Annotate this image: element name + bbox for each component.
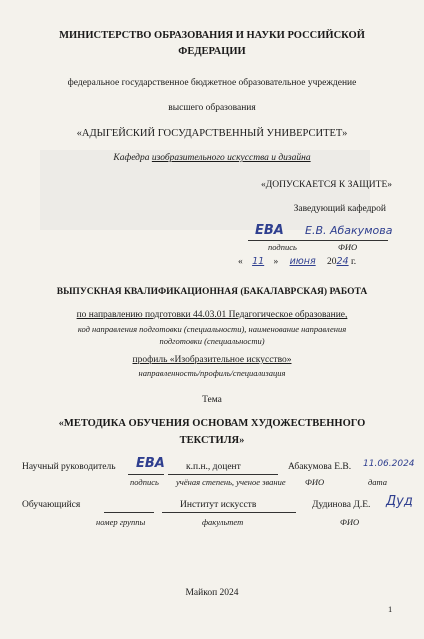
theme-line2: ТЕКСТИЛЯ» xyxy=(179,435,245,446)
department-prefix: Кафедра xyxy=(113,153,150,163)
supervisor-date: 11.06.2024 xyxy=(363,459,415,469)
student-group-caption: номер группы xyxy=(96,517,146,527)
ministry-line1: МИНИСТЕРСТВО ОБРАЗОВАНИЯ И НАУКИ РОССИЙСКОЙ xyxy=(59,30,365,41)
head-signature-caption: подпись xyxy=(268,242,297,252)
university-name: «АДЫГЕЙСКИЙ ГОСУДАРСТВЕННЫЙ УНИВЕРСИТЕТ» xyxy=(76,128,348,139)
theme-line1: «МЕТОДИКА ОБУЧЕНИЯ ОСНОВАМ ХУДОЖЕСТВЕННОГО xyxy=(58,418,366,429)
date-suffix: г. xyxy=(350,257,357,267)
supervisor-signature-caption: подпись xyxy=(130,477,159,487)
institution-type-1: федеральное государственное бюджетное образовательное учреждение xyxy=(67,78,357,88)
admitted-label: «ДОПУСКАЕТСЯ К ЗАЩИТЕ» xyxy=(261,180,392,190)
department-line xyxy=(0,153,424,163)
supervisor-signature: ЕВА xyxy=(136,456,165,471)
date-month: июня xyxy=(289,256,316,267)
supervisor-signature-line xyxy=(128,474,164,475)
student-label: Обучающийся xyxy=(22,500,81,510)
head-of-department: Заведующий кафедрой xyxy=(293,204,386,214)
date-open-quote: « xyxy=(238,257,243,267)
page-number: 1 xyxy=(388,604,393,614)
supervisor-degree-line xyxy=(168,474,278,475)
student-group-line xyxy=(104,512,154,513)
direction-caption-1: код направления подготовки (специальности), наименование направления xyxy=(77,324,347,334)
institution-type-2: высшего образования xyxy=(168,103,256,113)
student-faculty-line xyxy=(162,512,296,513)
profile-caption: направленность/профиль/специализация xyxy=(138,368,286,378)
head-signature-line xyxy=(248,240,388,241)
supervisor-degree-caption: учёная степень, ученое звание xyxy=(176,477,286,487)
supervisor-name-caption: ФИО xyxy=(305,477,325,487)
head-name-handwritten: Е.В. Абакумова xyxy=(305,224,393,237)
supervisor-name: Абакумова Е.В. xyxy=(288,462,352,472)
date-year-prefix: 20 xyxy=(327,257,337,267)
head-signature: ЕВА xyxy=(255,223,284,238)
date-day: 11 xyxy=(252,256,265,267)
direction: по направлению подготовки 44.03.01 Педагогическое образование, xyxy=(76,310,348,320)
head-name-caption: ФИО xyxy=(338,242,358,252)
theme-label: Тема xyxy=(202,395,222,405)
date-close-quote: » xyxy=(273,257,279,267)
supervisor-label: Научный руководитель xyxy=(22,462,116,472)
student-name: Дудинова Д.Е. xyxy=(312,500,371,510)
profile: профиль «Изобразительное искусство» xyxy=(132,355,292,365)
student-faculty-caption: факультет xyxy=(202,517,244,527)
department-name: изобразительного искусства и дизайна xyxy=(151,153,311,163)
work-type: ВЫПУСКНАЯ КВАЛИФИКАЦИОННАЯ (БАКАЛАВРСКАЯ) РАБОТА xyxy=(56,287,368,297)
date-year-suffix: 24 xyxy=(336,256,349,267)
approval-date xyxy=(238,256,356,267)
supervisor-date-caption: дата xyxy=(368,477,388,487)
supervisor-degree: к.п.н., доцент xyxy=(186,462,241,472)
city-year: Майкоп 2024 xyxy=(185,588,239,598)
direction-caption-2: подготовки (специальности) xyxy=(159,336,265,346)
student-name-caption: ФИО xyxy=(340,517,360,527)
ministry-line2: ФЕДЕРАЦИИ xyxy=(178,46,246,57)
student-signature: Дуд xyxy=(386,494,413,509)
student-institute: Институт искусств xyxy=(180,500,257,510)
